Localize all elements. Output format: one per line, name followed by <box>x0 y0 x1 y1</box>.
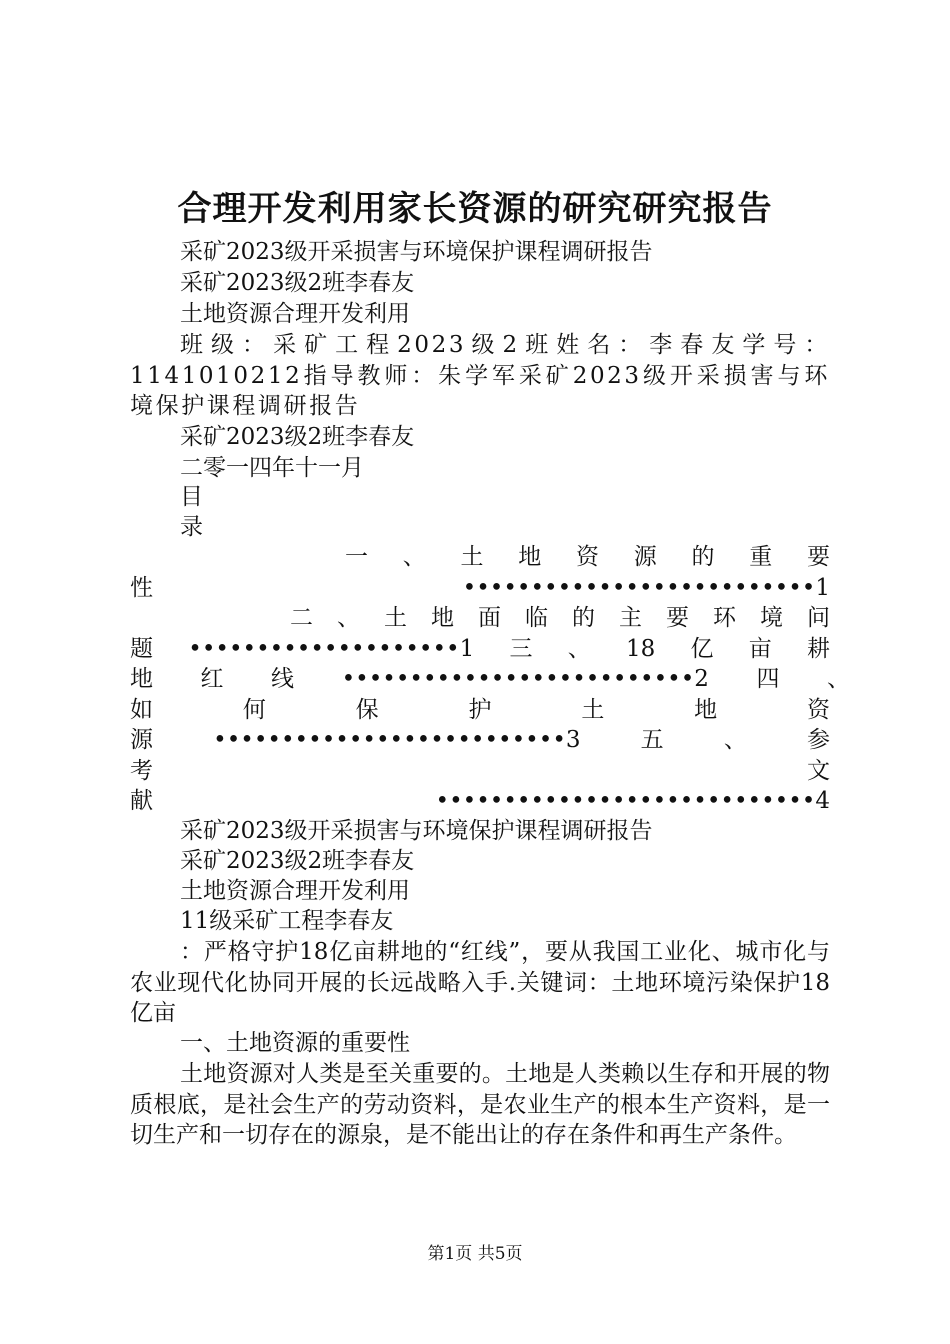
body-header-topic: 土地资源合理开发利用 <box>180 878 410 904</box>
toc-heading-lu: 录 <box>180 514 203 540</box>
toc-line: 如何保护土地资 <box>130 696 830 723</box>
toc-line: 考文 <box>130 757 830 784</box>
abstract-paragraph: ：严格守护18亿亩耕地的“红线”，要从我国工业化、城市化与农业现代化协同开展的长远战略入手.关键词：土地环境污染保护18亿亩 <box>130 939 830 1026</box>
section-heading: 一、土地资源的重要性 <box>180 1030 410 1056</box>
toc-line: 地红线••••••••••••••••••••••••••2四、 <box>130 666 850 692</box>
page-footer: 第1页 共5页 <box>427 1244 523 1264</box>
header-line-course: 采矿2023级开采损害与环境保护课程调研报告 <box>180 239 653 265</box>
body-header-author: 11级采矿工程李春友 <box>180 908 394 934</box>
info-paragraph: 班级：采矿工程2023级2班姓名：李春友学号：1141010212指导教师：朱学军采矿2023级开采损害与环境保护课程调研报告 <box>130 332 830 419</box>
body-header-class: 采矿2023级2班李春友 <box>180 848 415 874</box>
toc-line: 源••••••••••••••••••••••••••3五、参 <box>130 727 830 753</box>
document-title: 合理开发利用家长资源的研究研究报告 <box>177 189 773 229</box>
toc-line: 献••••••••••••••••••••••••••••4 <box>130 788 830 814</box>
toc-line: 二、土地面临的主要环境问 <box>290 605 830 631</box>
body-header-course: 采矿2023级开采损害与环境保护课程调研报告 <box>180 818 653 844</box>
author-line: 采矿2023级2班李春友 <box>180 424 415 450</box>
toc-line: 性••••••••••••••••••••••••••1 <box>130 574 830 601</box>
toc-line: 一、土地资源的重要 <box>345 544 830 570</box>
date-line: 二零一四年十一月 <box>180 455 364 481</box>
header-line-class: 采矿2023级2班李春友 <box>180 270 415 296</box>
section-paragraph: 土地资源对人类是至关重要的。土地是人类赖以生存和开展的物质根底，是社会生产的劳动资料，是农业生产的根本生产资料，是一切生产和一切存在的源泉，是不能出让的存在条件和再生产条件。 <box>130 1061 830 1148</box>
table-of-contents <box>130 542 850 817</box>
toc-line: 题••••••••••••••••••••1三、18亿亩耕 <box>130 635 830 662</box>
header-line-topic: 土地资源合理开发利用 <box>180 301 410 327</box>
toc-heading-mu: 目 <box>180 484 203 510</box>
